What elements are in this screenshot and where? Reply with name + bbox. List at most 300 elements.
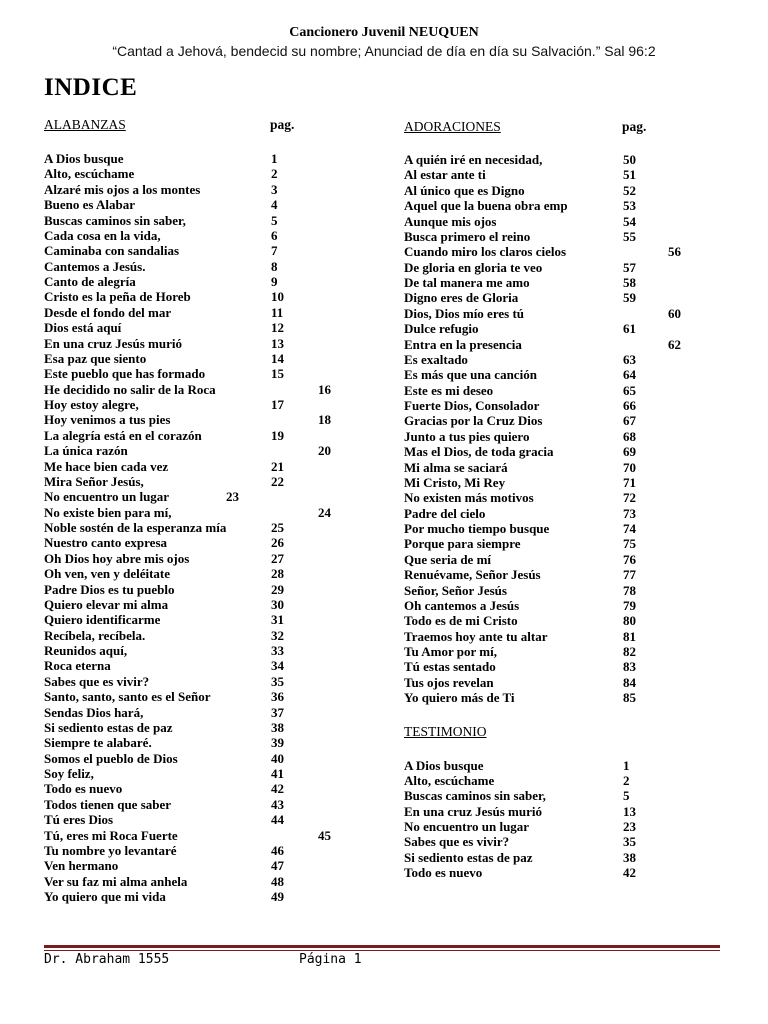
song-title: La única razón [44, 443, 128, 459]
song-title: Señor, Señor Jesús [404, 582, 507, 598]
footer-page-number: Página 1 [299, 952, 362, 967]
index-entry [44, 351, 364, 366]
song-title: Buscas caminos sin saber, [44, 212, 186, 228]
index-entry [44, 151, 364, 166]
song-page-number: 9 [271, 274, 278, 289]
song-title: Aquel que la buena obra emp [404, 198, 568, 214]
index-entry [44, 551, 364, 566]
song-page-number: 81 [623, 628, 636, 644]
song-title: Yo quiero más de Ti [404, 690, 515, 706]
index-entry [404, 383, 704, 398]
index-entry [44, 705, 364, 720]
adoraciones-list [404, 152, 704, 706]
index-entry [44, 166, 364, 181]
song-page-number: 35 [623, 834, 636, 850]
song-page-number: 30 [271, 596, 284, 612]
testimonio-section [404, 724, 704, 881]
song-page-number: 49 [271, 889, 284, 904]
song-page-number: 5 [623, 788, 630, 804]
song-title: Recíbela, recíbela. [44, 627, 146, 643]
song-page-number: 53 [623, 198, 636, 214]
index-entry [404, 290, 704, 305]
page-column-label: pag. [270, 117, 295, 132]
song-page-number: 84 [623, 674, 636, 690]
song-title: Roca eterna [44, 658, 111, 674]
song-title: Traemos hoy ante tu altar [404, 628, 548, 644]
alabanzas-list [44, 151, 364, 904]
song-title: Junto a tus pies quiero [404, 428, 530, 444]
song-page-number: 42 [623, 865, 636, 881]
page-column-label: pag. [622, 119, 647, 134]
song-page-number: 1 [271, 151, 278, 166]
right-column [404, 119, 704, 881]
index-entry [404, 690, 704, 705]
song-page-number: 18 [318, 412, 331, 428]
index-entry [44, 535, 364, 550]
index-entry [44, 366, 364, 381]
left-column [44, 117, 364, 904]
index-entry [404, 460, 704, 475]
song-title: Busca primero el reino [404, 228, 531, 244]
index-entry [44, 858, 364, 873]
index-entry [44, 612, 364, 627]
index-entry [404, 475, 704, 490]
song-page-number: 25 [271, 520, 284, 535]
song-page-number: 72 [623, 490, 636, 506]
song-page-number: 3 [271, 181, 278, 197]
index-entry [44, 336, 364, 351]
song-page-number: 14 [271, 350, 284, 366]
index-entry [404, 536, 704, 551]
song-page-number: 10 [271, 289, 284, 305]
index-entry [404, 352, 704, 367]
song-title: La alegría está en el corazón [44, 427, 202, 443]
song-title: En una cruz Jesús murió [404, 803, 542, 819]
song-page-number: 21 [271, 458, 284, 474]
song-page-number: 7 [271, 243, 278, 259]
song-page-number: 29 [271, 581, 284, 597]
song-page-number: 26 [271, 535, 284, 551]
index-entry [44, 674, 364, 689]
song-page-number: 22 [271, 473, 284, 489]
index-entry [404, 198, 704, 213]
song-title: No encuentro un lugar [44, 489, 170, 505]
song-page-number: 67 [623, 413, 636, 429]
index-entry [404, 244, 704, 259]
song-page-number: 16 [318, 381, 331, 397]
song-title: Todo es nuevo [44, 781, 123, 797]
song-title: A Dios busque [404, 757, 484, 773]
song-title: Este es mi deseo [404, 382, 494, 398]
song-title: Mas el Dios, de toda gracia [404, 444, 554, 460]
index-entry [44, 889, 364, 904]
song-title: Cantemos a Jesús. [44, 258, 146, 274]
footer-rule-thick [44, 945, 720, 948]
index-entry [44, 797, 364, 812]
song-title: Canto de alegría [44, 274, 136, 289]
song-page-number: 74 [623, 521, 636, 536]
song-title: Quiero identificarme [44, 612, 161, 628]
song-page-number: 33 [271, 643, 284, 658]
song-page-number: 44 [271, 812, 284, 828]
song-title: Hoy estoy alegre, [44, 397, 139, 412]
adoraciones-section-title: ADORACIONES [404, 119, 501, 134]
index-entry [44, 735, 364, 750]
song-page-number: 6 [271, 227, 278, 243]
index-entry [404, 321, 704, 336]
song-title: No encuentro un lugar [404, 819, 530, 834]
song-page-number: 46 [271, 842, 284, 858]
index-entry [44, 397, 364, 412]
document-header-subtitle: “Cantad a Jehová, bendecid su nombre; Anunciad de día en día su Salvación.” Sal 96:2 [112, 43, 656, 59]
song-title: Porque para siempre [404, 536, 521, 552]
song-page-number: 58 [623, 275, 636, 290]
alabanzas-section-header [44, 117, 364, 133]
song-title: Mira Señor Jesús, [44, 473, 144, 489]
song-title: Me hace bien cada vez [44, 458, 169, 474]
index-entry [404, 521, 704, 536]
index-entry [404, 444, 704, 459]
song-page-number: 23 [623, 819, 636, 834]
index-entry [44, 289, 364, 304]
index-entry [404, 152, 704, 167]
song-page-number: 65 [623, 382, 636, 398]
song-title: Buscas caminos sin saber, [404, 788, 546, 804]
footer-rule-thin [44, 950, 720, 951]
song-title: De gloria en gloria te veo [404, 259, 543, 275]
song-page-number: 4 [271, 197, 278, 213]
index-entry [44, 597, 364, 612]
index-entry [44, 843, 364, 858]
song-page-number: 50 [623, 152, 636, 167]
song-title: Al estar ante ti [404, 167, 486, 183]
song-page-number: 82 [623, 644, 636, 659]
index-entry [404, 834, 704, 849]
index-entry [404, 214, 704, 229]
song-page-number: 80 [623, 613, 636, 629]
song-title: Dios, Dios mío eres tú [404, 305, 525, 321]
song-page-number: 2 [271, 166, 278, 182]
song-page-number: 41 [271, 766, 284, 781]
song-page-number: 48 [271, 873, 284, 889]
song-title: Digno eres de Gloria [404, 290, 519, 306]
song-title: Oh Dios hoy abre mis ojos [44, 550, 190, 566]
song-page-number: 8 [271, 258, 278, 274]
song-page-number: 35 [271, 673, 284, 689]
song-title: Tu Amor por mí, [404, 644, 497, 659]
testimonio-section-title: TESTIMONIO [404, 723, 487, 739]
song-page-number: 69 [623, 444, 636, 460]
song-page-number: 13 [271, 335, 284, 351]
song-page-number: 39 [271, 735, 284, 751]
index-entry [44, 781, 364, 796]
song-page-number: 71 [623, 474, 636, 490]
song-page-number: 45 [318, 827, 331, 843]
song-title: Dios está aquí [44, 320, 122, 336]
song-title: Quiero elevar mi alma [44, 596, 169, 612]
song-page-number: 5 [271, 212, 278, 228]
song-page-number: 75 [623, 536, 636, 552]
song-title: He decidido no salir de la Roca [44, 381, 216, 397]
song-page-number: 55 [623, 228, 636, 244]
index-entry [44, 658, 364, 673]
song-page-number: 83 [623, 659, 636, 675]
song-title: Renuévame, Señor Jesús [404, 567, 541, 583]
song-page-number: 24 [318, 504, 331, 520]
song-title: Oh cantemos a Jesús [404, 597, 520, 613]
index-entry [44, 197, 364, 212]
song-page-number: 38 [271, 719, 284, 735]
song-page-number: 57 [623, 259, 636, 275]
index-entry [44, 274, 364, 289]
index-entry [404, 675, 704, 690]
song-title: Cuando miro los claros cielos [404, 244, 567, 260]
song-title: Sabes que es vivir? [44, 673, 150, 689]
song-title: Somos el pueblo de Dios [44, 750, 178, 766]
index-entry [404, 613, 704, 628]
index-entry [404, 413, 704, 428]
index-entry [44, 766, 364, 781]
index-entry [44, 812, 364, 827]
song-page-number: 2 [623, 772, 630, 788]
song-page-number: 27 [271, 550, 284, 566]
song-title: Sabes que es vivir? [404, 834, 510, 850]
song-title: Bueno es Alabar [44, 197, 136, 213]
index-entry [44, 228, 364, 243]
index-entry [404, 644, 704, 659]
song-page-number: 78 [623, 582, 636, 598]
index-title: INDICE [44, 74, 138, 101]
song-title: Ver su faz mi alma anhela [44, 873, 188, 889]
index-entry [44, 874, 364, 889]
index-entry [404, 758, 704, 773]
index-entry [44, 412, 364, 427]
song-title: Si sediento estas de paz [404, 849, 533, 865]
index-entry [44, 305, 364, 320]
song-page-number: 19 [271, 427, 284, 443]
song-page-number: 34 [271, 658, 284, 674]
index-entry [404, 659, 704, 674]
index-entry [44, 582, 364, 597]
index-entry [44, 259, 364, 274]
index-entry [404, 398, 704, 413]
song-title: No existen más motivos [404, 490, 534, 506]
song-title: Este pueblo que has formado [44, 366, 206, 382]
index-entry [404, 260, 704, 275]
document-header-title: Cancionero Juvenil NEUQUEN [289, 25, 479, 40]
song-title: Alto, escúchame [44, 166, 135, 182]
song-page-number: 47 [271, 858, 284, 874]
song-page-number: 37 [271, 704, 284, 720]
song-page-number: 63 [623, 351, 636, 367]
index-entry [404, 598, 704, 613]
index-entry [44, 474, 364, 489]
song-title: Alto, escúchame [404, 772, 495, 788]
song-title: Santo, santo, santo es el Señor [44, 689, 211, 705]
song-page-number: 32 [271, 627, 284, 643]
song-page-number: 52 [623, 182, 636, 198]
song-title: Todo es de mi Cristo [404, 613, 518, 629]
song-title: Es más que una canción [404, 367, 537, 383]
index-entry [44, 459, 364, 474]
index-entry [404, 490, 704, 505]
song-page-number: 15 [271, 366, 284, 382]
song-title: Ven hermano [44, 858, 119, 874]
index-entry [404, 629, 704, 644]
song-title: Padre del cielo [404, 505, 486, 521]
adoraciones-section-header [404, 119, 704, 135]
index-entry [44, 443, 364, 458]
song-title: A quién iré en necesidad, [404, 152, 543, 167]
song-title: Es exaltado [404, 351, 468, 367]
song-page-number: 64 [623, 367, 636, 383]
index-entry [404, 337, 704, 352]
song-title: Tú eres Dios [44, 812, 114, 828]
index-entry [404, 167, 704, 182]
index-entry [44, 566, 364, 581]
song-title: Caminaba con sandalias [44, 243, 180, 259]
song-title: Sendas Dios hará, [44, 704, 144, 720]
index-entry [404, 865, 704, 880]
song-title: Alzaré mis ojos a los montes [44, 181, 201, 197]
song-page-number: 54 [623, 213, 636, 229]
index-entry [44, 520, 364, 535]
song-title: Nuestro canto expresa [44, 535, 168, 551]
footer-author: Dr. Abraham 1555 [44, 952, 170, 967]
song-title: Fuerte Dios, Consolador [404, 398, 540, 413]
song-title: Tú, eres mi Roca Fuerte [44, 827, 178, 843]
song-title: Si sediento estas de paz [44, 719, 173, 735]
index-entry [404, 850, 704, 865]
song-page-number: 40 [271, 750, 284, 766]
song-title: De tal manera me amo [404, 275, 530, 290]
song-title: Siempre te alabaré. [44, 735, 152, 751]
song-page-number: 12 [271, 320, 284, 336]
song-page-number: 70 [623, 459, 636, 475]
index-entry [44, 428, 364, 443]
index-entry [404, 567, 704, 582]
song-title: Yo quiero que mi vida [44, 889, 166, 904]
song-title: En una cruz Jesús murió [44, 335, 182, 351]
song-page-number: 79 [623, 597, 636, 613]
index-entry [404, 819, 704, 834]
index-entry [44, 320, 364, 335]
song-title: Mi Cristo, Mi Rey [404, 474, 506, 490]
index-entry [404, 275, 704, 290]
index-entry [44, 182, 364, 197]
index-entry [404, 552, 704, 567]
song-title: Gracias por la Cruz Dios [404, 413, 543, 429]
testimonio-section-header [404, 724, 704, 740]
song-page-number: 23 [226, 489, 239, 505]
song-page-number: 28 [271, 566, 284, 582]
song-page-number: 61 [623, 321, 636, 337]
song-page-number: 73 [623, 505, 636, 521]
index-entry [44, 643, 364, 658]
alabanzas-section-title: ALABANZAS [44, 117, 126, 132]
song-title: Dulce refugio [404, 321, 479, 337]
song-title: Tú estas sentado [404, 659, 496, 675]
index-entry [44, 828, 364, 843]
song-title: Mi alma se saciará [404, 459, 508, 475]
index-entry [44, 689, 364, 704]
song-title: Cada cosa en la vida, [44, 227, 161, 243]
song-page-number: 31 [271, 612, 284, 628]
song-title: Padre Dios es tu pueblo [44, 581, 175, 597]
song-page-number: 85 [623, 690, 636, 706]
index-entry [404, 306, 704, 321]
song-page-number: 43 [271, 796, 284, 812]
index-entry [404, 367, 704, 382]
song-title: Tus ojos revelan [404, 674, 494, 690]
index-entry [404, 183, 704, 198]
index-entry [404, 773, 704, 788]
song-title: Cristo es la peña de Horeb [44, 289, 191, 305]
song-page-number: 51 [623, 167, 636, 183]
song-page-number: 1 [623, 757, 630, 773]
song-page-number: 36 [271, 689, 284, 705]
song-page-number: 76 [623, 551, 636, 567]
song-title: Todos tienen que saber [44, 796, 172, 812]
song-page-number: 77 [623, 567, 636, 583]
index-entry [44, 382, 364, 397]
song-page-number: 56 [668, 244, 681, 260]
song-page-number: 11 [271, 304, 284, 320]
song-title: Desde el fondo del mar [44, 304, 172, 320]
song-page-number: 60 [668, 305, 681, 321]
song-title: Todo es nuevo [404, 865, 483, 881]
index-entry [44, 505, 364, 520]
song-page-number: 42 [271, 781, 284, 797]
song-title: No existe bien para mí, [44, 504, 172, 520]
song-title: Soy feliz, [44, 766, 94, 781]
index-entry [404, 506, 704, 521]
index-entry [404, 583, 704, 598]
song-title: Esa paz que siento [44, 350, 147, 366]
song-page-number: 38 [623, 849, 636, 865]
index-entry [44, 628, 364, 643]
song-title: Al único que es Digno [404, 182, 525, 198]
index-entry [404, 804, 704, 819]
song-page-number: 62 [668, 336, 681, 352]
song-title: Hoy venimos a tus pies [44, 412, 171, 428]
song-title: Por mucho tiempo busque [404, 521, 550, 536]
song-page-number: 66 [623, 398, 636, 413]
song-title: Aunque mis ojos [404, 213, 497, 229]
song-page-number: 68 [623, 428, 636, 444]
song-title: Reunidos aquí, [44, 643, 128, 658]
index-entry [44, 720, 364, 735]
song-page-number: 17 [271, 397, 284, 412]
song-title: Entra en la presencia [404, 336, 522, 352]
index-entry [404, 229, 704, 244]
index-entry [44, 243, 364, 258]
index-entry [404, 429, 704, 444]
index-entry [44, 489, 364, 504]
index-entry [44, 751, 364, 766]
song-title: Que seria de mí [404, 551, 492, 567]
song-page-number: 59 [623, 290, 636, 306]
song-title: A Dios busque [44, 151, 124, 166]
song-page-number: 13 [623, 803, 636, 819]
song-title: Tu nombre yo levantaré [44, 842, 177, 858]
song-title: Noble sostén de la esperanza mía [44, 520, 227, 535]
song-title: Oh ven, ven y deléitate [44, 566, 171, 582]
index-entry [404, 788, 704, 803]
testimonio-list [404, 758, 704, 881]
song-page-number: 20 [318, 443, 331, 459]
index-entry [44, 213, 364, 228]
